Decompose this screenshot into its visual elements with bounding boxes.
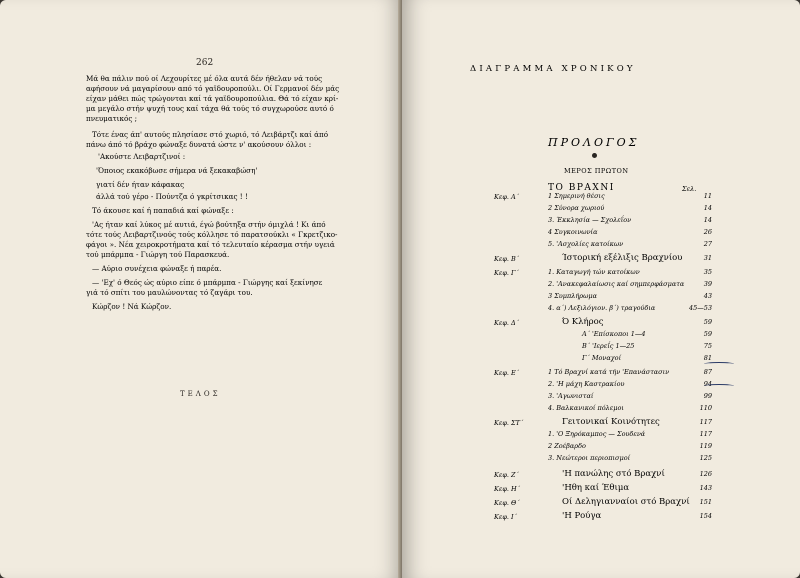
toc-entry-title: 1 Τό Βραχνί κατά τήν 'Επανάστασιν: [548, 368, 670, 376]
toc-entry-page: 59: [703, 330, 712, 338]
toc-entry-title: Οί Δεληγιανναίοι στό Βραχνί: [562, 497, 690, 507]
toc-entry-title: Ό Κλήρος: [562, 317, 604, 327]
toc-entry-title: 3. Νεώτεροι περιοπισμοί: [548, 454, 631, 462]
toc-entry-title: 3. 'Αγωνισταί: [548, 392, 594, 400]
pen-mark: [704, 384, 734, 388]
text-line: Μά θα πάλιν πού οί Λεχουρίτες μέ όλα αυτά δέν ήθελαν νά τούς: [86, 74, 323, 83]
toc-entry-title: 4 Συγκοινωνία: [548, 228, 598, 236]
toc-entry-title: Α΄ 'Επίσκοποι 1—4: [582, 330, 646, 338]
text-line: Κώρζον ! Νά Κώρζον.: [92, 302, 172, 311]
chapter-label: Κεφ. Ι΄: [494, 513, 517, 521]
toc-entry-page: 143: [699, 484, 712, 492]
toc-entry-title: Β΄ 'Ιερεΐς 1—25: [582, 342, 635, 350]
text-line: άλλά τού γέρο - Πούντζα ό γκρίτσικας ! !: [96, 192, 248, 201]
text-line: φάγοι ». Νέα χειροκροτήματα καί τό τελευταίο κέρασμα στήν υγειά: [86, 240, 335, 249]
page-number: 262: [196, 58, 214, 68]
toc-entry-title: 3 Συμπλήρωμα: [548, 292, 597, 300]
toc-entry-title: 4. Βαλκανικοί πόλεμοι: [548, 404, 624, 412]
toc-entry-page: 45—53: [688, 304, 712, 312]
toc-entry-title: Γειτονικαί Κοινότητες: [562, 417, 660, 427]
toc-entry-page: 110: [699, 404, 712, 412]
toc-entry-title: 1. Καταγωγή τών κατοίκων: [548, 268, 640, 276]
pen-mark: [704, 362, 734, 366]
toc-entry-title: Ίστορική εξέλιξις Βραχνίου: [562, 253, 683, 263]
toc-entry-page: 125: [699, 454, 712, 462]
ornament-dot: [592, 153, 597, 158]
text-line: 'Ακούστε Λειβαρτζινοί :: [98, 152, 186, 161]
toc-entry-page: 87: [703, 368, 712, 376]
end-mark: ΤΕΛΟΣ: [180, 390, 221, 398]
text-line: αφήσουν νά μαγαρίσουν από τό γαϊδουροπούλι. Οί Γερμανοί δέν μάς: [86, 84, 340, 93]
chapter-label: Κεφ. ΣΤ΄: [494, 419, 524, 427]
toc-entry-page: 11: [703, 192, 712, 200]
chapter-label: Κεφ. Δ΄: [494, 319, 519, 327]
text-line: πάνω άπό τό βράχο φώναξε δυνατά ώστε ν' ακούσουν όλλοι :: [86, 140, 312, 149]
toc-entry-page: 39: [703, 280, 712, 288]
chapter-label: Κεφ. Α΄: [494, 193, 519, 201]
part-label: ΜΕΡΟΣ ΠΡΩΤΟΝ: [564, 167, 629, 175]
text-line: 'Όποιος εκακόβωσε σήμερα νά ξεκακαβώση': [96, 166, 258, 175]
chapter-label: Κεφ. Β΄: [494, 255, 520, 263]
toc-entry-page: 31: [703, 254, 712, 262]
text-line: — 'Εχ' ό Θεός ώς αύριο είπε ό μπάρμπα - Γιώργης καί ξεκίνησε: [92, 278, 323, 287]
text-line: — Αύριο συνέχεια φώναξε ή παρέα.: [92, 264, 222, 273]
toc-entry-page: 43: [703, 292, 712, 300]
text-line: είχαν μάθει πώς τρώγονται καί τά γαϊδουροπούλια. Θά τό είχαν κρί-: [86, 94, 339, 103]
toc-entry-title: 2. 'Ανακεφαλαίωσις καί σημπερφάσματα: [548, 280, 685, 288]
toc-entry-page: 94: [703, 380, 712, 388]
text-line: Τότε ένας άπ' αυτούς πλησίασε στό χωριό, τό Λειβάρτζι καί άπό: [92, 130, 329, 139]
text-line: πνευματικός ;: [86, 114, 138, 123]
toc-entry-title: 'Ηθη καί Έθιμα: [562, 483, 630, 493]
toc-entry-page: 99: [703, 392, 712, 400]
toc-entry-page: 27: [703, 240, 712, 248]
toc-entry-title: 'Η πανώλης στό Βραχνί: [562, 469, 665, 479]
toc-entry-title: 2 Ζοέβαρδο: [548, 442, 586, 450]
toc-entry-page: 154: [699, 512, 712, 520]
toc-entry-title: 1 Σημερινή θέσις: [548, 192, 605, 200]
toc-entry-page: 117: [699, 430, 712, 438]
toc-entry-title: 1. 'Ο Ξηρόκαμπος — Σουδενά: [548, 430, 646, 438]
toc-entry-page: 35: [703, 268, 712, 276]
toc-entry-title: Γ΄ Μοναχοί: [582, 354, 622, 362]
toc-entry-title: 5. 'Ασχολίες κατοίκων: [548, 240, 624, 248]
text-line: τού μπάρμπα - Γιώργη τού Παρασκευά.: [86, 250, 230, 259]
text-line: γιατί δέν ήταν κάφακας: [96, 180, 185, 189]
toc-entry-title: 'Η Ρούγα: [562, 511, 602, 521]
toc-entry-title: 2 Σύνορα χωριού: [548, 204, 605, 212]
toc-entry-page: 117: [699, 418, 712, 426]
section-heading: ΠΡΟΛΟΓΟΣ: [548, 136, 640, 149]
toc-entry-page: 75: [703, 342, 712, 350]
text-line: γιά τό σπίτι του μαυλώνοντας τό ζαγάρι του.: [86, 288, 253, 297]
chapter-label: Κεφ. Ζ΄: [494, 471, 519, 479]
toc-entry-page: 119: [699, 442, 712, 450]
chapter-label: Κεφ. Η΄: [494, 485, 520, 493]
toc-entry-page: 151: [699, 498, 712, 506]
toc-entry-page: 59: [703, 318, 712, 326]
text-line: τότε τούς Λειβαρτζινούς τούς κόλλησε τό παρατσούκλι « Γκρετζικο-: [86, 230, 338, 239]
text-line: μα μεγάλο στήν ψυχή τους καί τάχα θά τούς τό συγχωρούσε αυτό ό: [86, 104, 334, 113]
chapter-label: Κεφ. Γ΄: [494, 269, 519, 277]
part-title: ΤΟ ΒΡΑΧΝΙ: [548, 183, 615, 193]
toc-entry-page: 126: [699, 470, 712, 478]
contents-title: ΔΙΑΓΡΑΜΜΑ ΧΡΟΝΙΚΟΥ: [470, 64, 636, 74]
toc-entry-title: 4. α΄) Λεξιλόγιον. β΄) τραγούδια: [548, 304, 656, 312]
toc-entry-page: 14: [703, 216, 712, 224]
toc-entry-page: 14: [703, 204, 712, 212]
chapter-label: Κεφ. Ε΄: [494, 369, 520, 377]
page-column-label: Σελ.: [682, 185, 697, 193]
toc-entry-page: 26: [703, 228, 712, 236]
toc-entry-title: 3. Έκκλησία — Σχολεΐον: [548, 216, 632, 224]
toc-entry-page: 81: [703, 354, 712, 362]
text-line: 'Ας ήταν καί λύκος μέ αυτιά, έγώ βούτηξα στήν όμιχλά ! Κι άπό: [92, 220, 326, 229]
toc-entry-title: 2. 'Η μάχη Καστρακίου: [548, 380, 625, 388]
text-line: Τό άκουσε καί ή παπαδιά καί φώναξε :: [92, 206, 234, 215]
chapter-label: Κεφ. Θ΄: [494, 499, 520, 507]
